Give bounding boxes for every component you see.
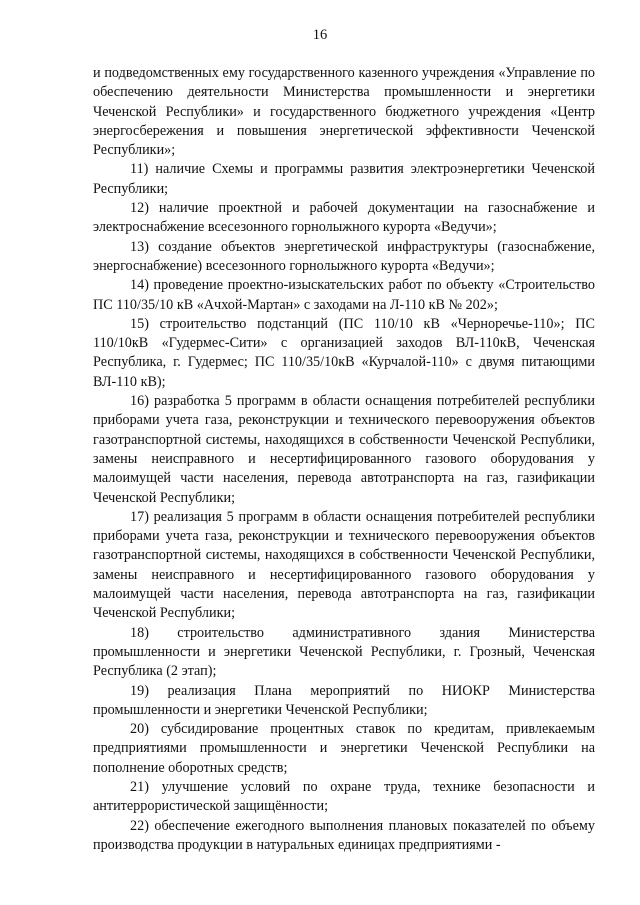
page-number: 16 xyxy=(312,27,328,43)
list-item-15: 15) строительство подстанций (ПС 110/10 кВ «Черноречье-110»; ПС 110/10кВ «Гудермес-Сити» с организацией заходов ВЛ-110кВ, Чеченская Республика, г. Гудермес; ПС 110/35/10кВ «Курчалой-110» с двумя питающими ВЛ-110 кВ); xyxy=(93,315,595,390)
list-item-22: 22) обеспечение ежегодного выполнения плановых показателей по объему производства продукции в натуральных единицах предприятиями - xyxy=(93,817,595,853)
list-item-21: 21) улучшение условий по охране труда, технике безопасности и антитеррористической защищённости; xyxy=(93,778,595,815)
list-item-14: 14) проведение проектно-изыскательских работ по объекту «Строительство ПС 110/35/10 кВ «Ачхой-Мартан» с заходами на Л-110 кВ № 202»; xyxy=(93,277,595,313)
document-body xyxy=(93,64,595,855)
list-item-17: 17) реализация 5 программ в области оснащения потребителей республики приборами учета газа, реконструкции и технического перевооружения объектов газотранспортной системы, находящихся в собственности Чеченской Республики, замены неисправного и несертифицированного газового оборудования у малоимущей части населения, перевода автотранспорта на газ, газификации Чеченской Республики; xyxy=(93,508,595,622)
list-item-19: 19) реализация Плана мероприятий по НИОКР Министерства промышленности и энергетики Чеченской Республики; xyxy=(93,682,595,718)
list-item-13: 13) создание объектов энергетической инфраструктуры (газоснабжение, энергоснабжение) всесезонного горнолыжного курорта «Ведучи»; xyxy=(93,238,595,274)
list-item-20: 20) субсидирование процентных ставок по кредитам, привлекаемым предприятиями промышленности и энергетики Чеченской Республики на пополнение оборотных средств; xyxy=(93,721,595,776)
list-item-12: 12) наличие проектной и рабочей документации на газоснабжение и электроснабжение всесезонного горнолыжного курорта «Ведучи»; xyxy=(93,200,595,236)
list-item-11: 11) наличие Схемы и программы развития электроэнергетики Чеченской Республики; xyxy=(93,161,595,197)
list-item-16: 16) разработка 5 программ в области оснащения потребителей республики приборами учета газа, реконструкции и технического перевооружения объектов газотранспортной системы, находящихся в собственности Чеченской Республики, замены неисправного и несертифицированного газового оборудования у малоимущей части населения, перевода автотранспорта на газ, газификации Чеченской Республики; xyxy=(93,393,595,506)
list-item-18: 18) строительство административного здания Министерства промышленности и энергетики Чеченской Республики, г. Грозный, Чеченская Республика (2 этап); xyxy=(93,624,595,680)
paragraph: и подведомственных ему государственного казенного учреждения «Управление по обеспечению деятельности Министерства промышленности и энергетики Чеченской Республики» и государственного бюджетного учреждения «Центр энергосбережения и повышения энергетической эффективности Чеченской Республики»; xyxy=(93,65,595,159)
